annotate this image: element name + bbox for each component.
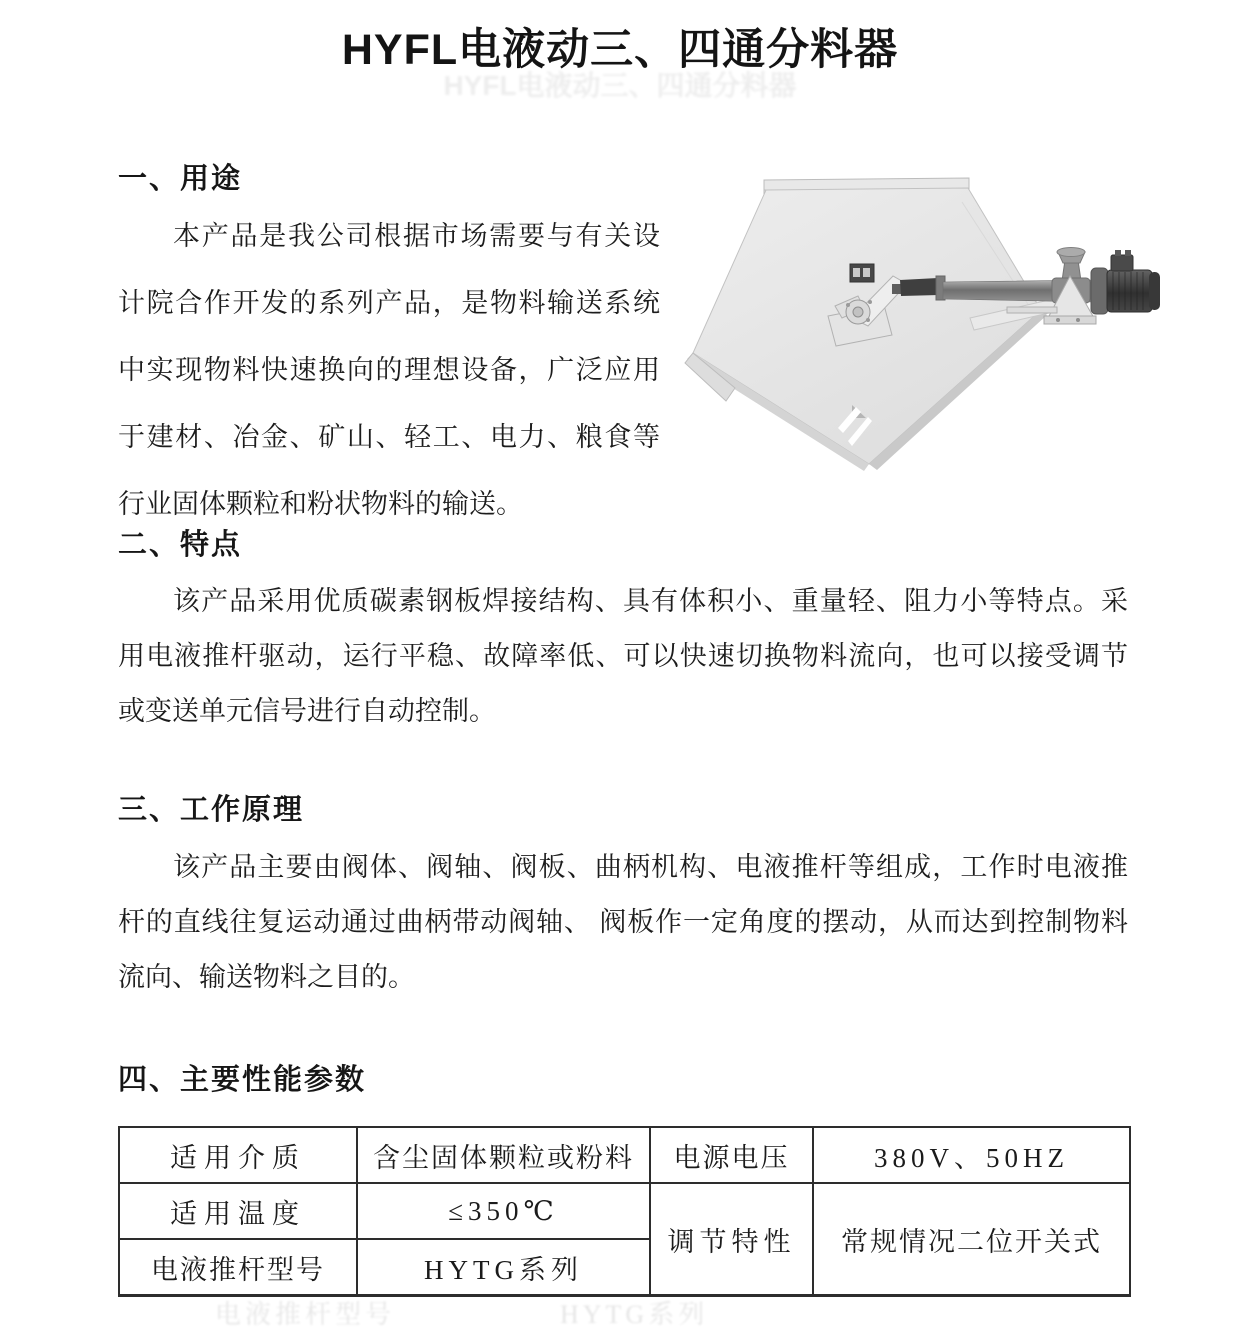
cell-applicable-medium-value: 含尘固体颗粒或粉料 xyxy=(357,1127,650,1183)
table-row xyxy=(119,1127,1130,1183)
section-heading-features: 二、特点 xyxy=(118,529,243,561)
paragraph-features xyxy=(118,574,1128,739)
table-row xyxy=(119,1183,1130,1239)
cell-regulation-value: 常规情况二位开关式 xyxy=(813,1183,1130,1296)
paragraph-line: 本产品是我公司根据市场需要与有关设 xyxy=(173,221,660,251)
section-heading-parameters: 四、主要性能参数 xyxy=(118,1064,367,1096)
paragraph-principle xyxy=(118,840,1128,1005)
paragraph-line: 该产品采用优质碳素钢板焊接结构、具有体积小、重量轻、阻力小等特点。采 xyxy=(173,586,1128,616)
paragraph-line: 中实现物料快速换向的理想设备，广泛应用 xyxy=(118,355,660,385)
section-heading-principle: 三、工作原理 xyxy=(118,794,305,826)
paragraph-line: 或变送单元信号进行自动控制。 xyxy=(118,696,496,726)
cell-actuator-model-label: 电液推杆型号 xyxy=(119,1239,357,1296)
paragraph-usage xyxy=(118,203,660,538)
section-heading-usage: 一、用途 xyxy=(118,163,243,195)
paragraph-line: 流向、输送物料之目的。 xyxy=(118,962,415,992)
paragraph-line: 该产品主要由阀体、阀轴、阀板、曲柄机构、电液推杆等组成，工作时电液推 xyxy=(173,852,1128,882)
cell-regulation-label: 调节特性 xyxy=(650,1183,813,1296)
parameters-table xyxy=(118,1126,1131,1297)
product-photo xyxy=(680,160,1240,490)
paragraph-line: 行业固体颗粒和粉状物料的输送。 xyxy=(118,489,523,519)
cell-applicable-temp-value: ≤350℃ xyxy=(357,1183,650,1239)
scan-ghost-table-label: 电液推杆型号 xyxy=(215,1300,396,1329)
cell-actuator-model-value: HYTG系列 xyxy=(357,1239,650,1296)
scan-ghost-table-value: HYTG系列 xyxy=(560,1300,709,1329)
cell-power-voltage-label: 电源电压 xyxy=(650,1127,813,1183)
scan-ghost-title: HYFL电液动三、四通分料器 xyxy=(443,70,797,101)
cell-power-voltage-value: 380V、50HZ xyxy=(813,1127,1130,1183)
actuator-motor xyxy=(1091,250,1160,314)
page-title: HYFL电液动三、四通分料器 xyxy=(341,26,899,74)
paragraph-line: 用电液推杆驱动，运行平稳、故障率低、可以快速切换物料流向，也可以接受调节 xyxy=(118,641,1128,671)
paragraph-line: 于建材、冶金、矿山、轻工、电力、粮食等 xyxy=(118,422,660,452)
paragraph-line: 杆的直线往复运动通过曲柄带动阀轴、 阀板作一定角度的摆动，从而达到控制物料 xyxy=(118,907,1128,937)
cell-applicable-temp-label: 适用温度 xyxy=(119,1183,357,1239)
cell-applicable-medium-label: 适用介质 xyxy=(119,1127,357,1183)
paragraph-line: 计院合作开发的系列产品，是物料输送系统 xyxy=(118,288,660,318)
